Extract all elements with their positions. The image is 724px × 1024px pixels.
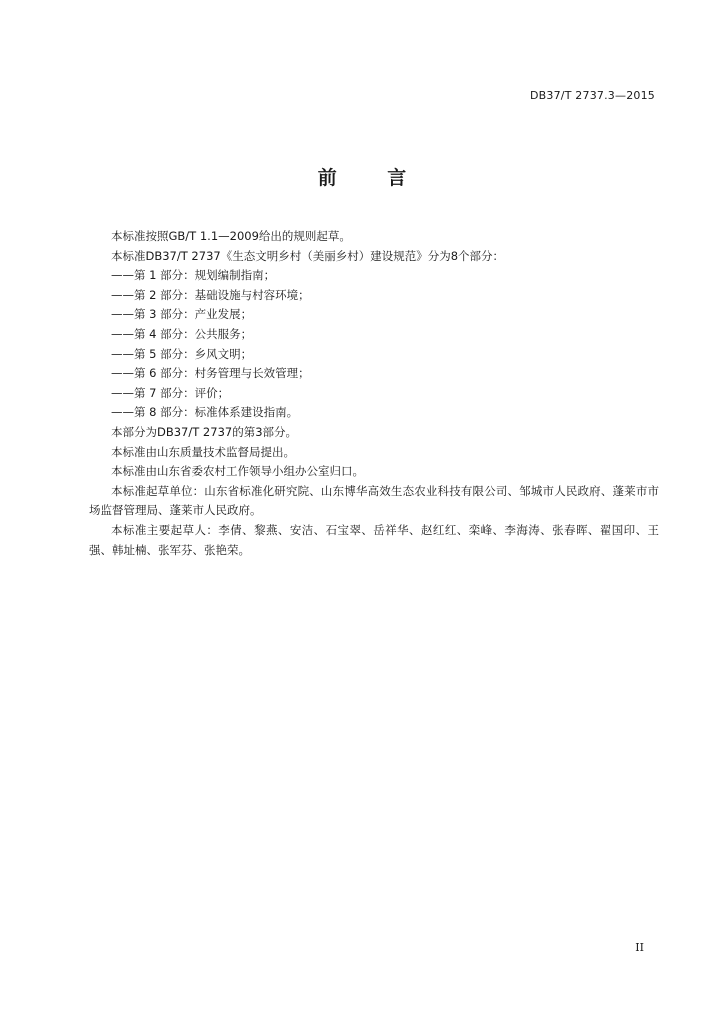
paragraph-main-drafters: 本标准主要起草人：李倩、黎燕、安洁、石宝翠、岳祥华、赵红红、栾峰、李海涛、张春晖、翟国印、王强、韩址楠、张军芬、张艳荣。 — [89, 522, 659, 557]
list-item-part-4: ——第 4 部分：公共服务； — [111, 326, 253, 341]
paragraph-centralized-by: 本标准由山东省委农村工作领导小组办公室归口。 — [111, 464, 364, 479]
paragraph-structure-intro: 本标准DB37/T 2737《生态文明乡村（美丽乡村）建设规范》分为8个部分： — [111, 248, 505, 263]
paragraph-part-number: 本部分为DB37/T 2737的第3部分。 — [111, 424, 298, 439]
page-number: II — [635, 941, 644, 954]
paragraph-drafting-units: 本标准起草单位：山东省标准化研究院、山东博华高效生态农业科技有限公司、邹城市人民政府、蓬莱市市场监督管理局、蓬莱市人民政府。 — [89, 483, 659, 518]
page-title: 前 言 — [317, 167, 429, 189]
paragraph-proposer: 本标准由山东质量技术监督局提出。 — [111, 444, 295, 459]
list-item-part-7: ——第 7 部分：评价； — [111, 385, 230, 400]
list-item-part-1: ——第 1 部分：规划编制指南； — [111, 268, 276, 283]
standard-code: DB37/T 2737.3—2015 — [529, 89, 655, 102]
list-item-part-2: ——第 2 部分：基础设施与村容环境； — [111, 287, 310, 302]
list-item-part-3: ——第 3 部分：产业发展； — [111, 307, 253, 322]
list-item-part-8: ——第 8 部分：标准体系建设指南。 — [111, 405, 299, 420]
paragraph-drafting-rules: 本标准按照GB/T 1.1—2009给出的规则起草。 — [111, 229, 351, 243]
list-item-part-6: ——第 6 部分：村务管理与长效管理； — [111, 366, 310, 381]
foreword-body — [89, 227, 659, 560]
list-item-part-5: ——第 5 部分：乡风文明； — [111, 346, 253, 361]
